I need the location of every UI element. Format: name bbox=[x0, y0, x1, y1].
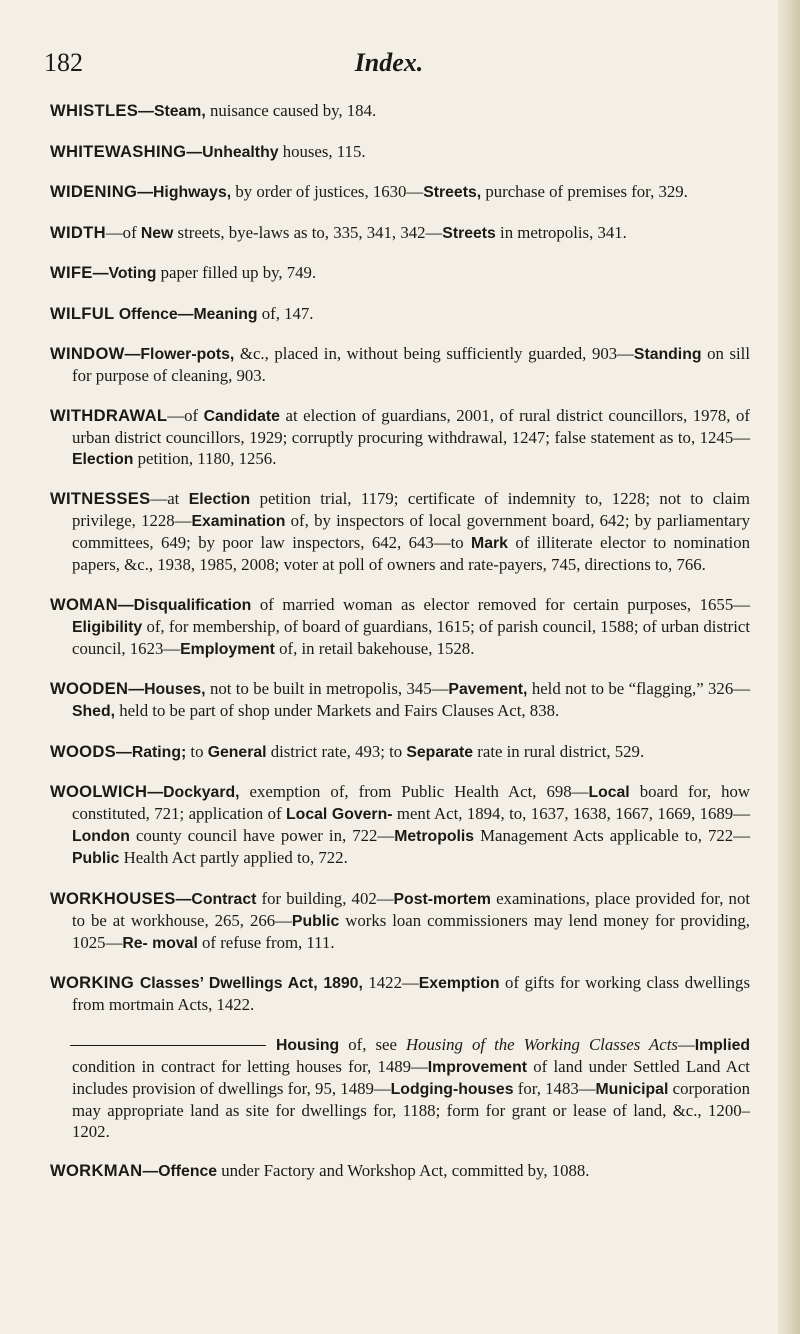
entry-headword: WORKMAN bbox=[50, 1161, 143, 1180]
entry-headword: WOOLWICH bbox=[50, 782, 148, 801]
entry-subheading: Shed, bbox=[72, 703, 116, 720]
entry-subheading: Eligibility bbox=[72, 618, 143, 636]
entry-text: —of bbox=[105, 222, 141, 242]
entry-text: county council have power in, 722— bbox=[129, 826, 395, 845]
entry-subheading: Pavement, bbox=[448, 681, 528, 698]
entry-text: Management Acts applicable to, 722— bbox=[474, 826, 750, 845]
entry-text: houses, 115. bbox=[278, 141, 366, 161]
index-entry bbox=[50, 1034, 750, 1142]
index-entry bbox=[50, 594, 750, 660]
entry-text: by order of justices, 1630— bbox=[231, 182, 424, 201]
entry-headword: WIDENING bbox=[50, 182, 138, 201]
entry-subheading: —Flower-pots, bbox=[124, 346, 235, 363]
entry-text: —of bbox=[167, 405, 204, 425]
entry-text: exemption of, from Public Health Act, 698— bbox=[239, 782, 589, 801]
index-entry bbox=[50, 972, 750, 1015]
entry-subheading: —Highways, bbox=[137, 184, 232, 201]
entry-text: on sill for purpose of cleaning, 903. bbox=[72, 344, 750, 385]
ditto-rule bbox=[70, 1045, 266, 1046]
entry-subheading: Streets, bbox=[423, 184, 482, 201]
page-header bbox=[44, 48, 734, 88]
index-entry bbox=[50, 488, 750, 575]
entry-text: at election of guardians, 2001, of rural district councillors, 1978, of urban district councillors, 1929; corruptly procuring withdrawal, 1247; false statement as to, 1245— bbox=[72, 405, 750, 447]
entry-subheading: —Voting bbox=[92, 265, 157, 282]
entry-subheading: General bbox=[207, 743, 267, 761]
entry-text: rate in rural district, 529. bbox=[473, 741, 645, 761]
page-number: 182 bbox=[44, 48, 83, 77]
entry-subheading: Implied bbox=[694, 1036, 751, 1054]
entry-headword: WHITEWASHING bbox=[50, 141, 187, 161]
running-title: Index. bbox=[354, 48, 424, 77]
entry-headword: WITHDRAWAL bbox=[50, 405, 168, 425]
entry-cross-reference: Housing of the Working Classes Acts bbox=[406, 1034, 678, 1054]
index-entry bbox=[50, 303, 750, 325]
entry-text: held not to be “flagging,” 326— bbox=[527, 679, 750, 698]
entry-subheading: Improvement bbox=[427, 1058, 527, 1076]
entry-subheading: Post-mortem bbox=[393, 890, 491, 908]
entry-subheading: Offence—Meaning bbox=[114, 305, 258, 323]
entry-text: Health Act partly applied to, 722. bbox=[119, 848, 348, 867]
entry-subheading: Election bbox=[72, 450, 134, 468]
index-entry bbox=[50, 405, 750, 470]
entry-text: paper filled up by, 749. bbox=[156, 263, 317, 282]
entry-text: of, 147. bbox=[257, 303, 314, 323]
entry-headword: WOMAN bbox=[50, 594, 118, 614]
entry-subheading: —Contract bbox=[175, 890, 257, 908]
entry-headword: WIFE bbox=[50, 263, 93, 282]
entry-subheading: —Rating; bbox=[116, 743, 187, 761]
entry-text: of married woman as elector removed for certain purposes, 1655— bbox=[251, 594, 750, 614]
entry-subheading: Housing bbox=[276, 1036, 340, 1054]
entry-text: petition, 1180, 1256. bbox=[133, 448, 277, 468]
entry-subheading: Municipal bbox=[595, 1080, 669, 1098]
index-entry bbox=[50, 100, 750, 122]
entry-text: district rate, 493; to bbox=[266, 741, 407, 761]
index-entry bbox=[50, 741, 750, 763]
entry-text: board for, how constituted, 721; application of bbox=[72, 782, 750, 823]
index-entry bbox=[50, 888, 750, 954]
entry-headword: WIDTH bbox=[50, 222, 106, 242]
entry-text: — bbox=[677, 1034, 695, 1054]
entry-text: of, see bbox=[339, 1034, 407, 1054]
entry-text: to bbox=[186, 741, 208, 761]
entry-subheading: Employment bbox=[180, 640, 275, 658]
index-entry bbox=[50, 678, 750, 722]
entry-text: of illiterate elector to nomination papers, &c., 1938, 1985, 2008; voter at poll of owners and rate-payers, 745, directions to, 766. bbox=[72, 533, 750, 574]
entry-text: of, by inspectors of local government board, 642; by parliamentary committees, 649; by poor law inspectors, 642, 643—to bbox=[72, 511, 750, 552]
entry-text: examinations, place provided for, not to be at workhouse, 265, 266— bbox=[72, 888, 751, 930]
index-entry bbox=[50, 222, 750, 244]
entry-headword: WORKING bbox=[50, 973, 135, 992]
entry-subheading: London bbox=[72, 828, 130, 845]
entry-text: of, for membership, of board of guardians, 1615; of parish council, 1588; of urban district council, 1623— bbox=[72, 616, 750, 658]
entry-text: of, in retail bakehouse, 1528. bbox=[274, 638, 475, 658]
entry-headword: WHISTLES bbox=[50, 101, 139, 120]
entry-subheading: Local Govern- bbox=[286, 806, 393, 823]
entry-subheading: Metropolis bbox=[394, 828, 475, 845]
entry-headword: WORKHOUSES bbox=[50, 888, 176, 908]
index-entry bbox=[50, 781, 750, 869]
entry-subheading: Separate bbox=[406, 743, 474, 761]
entry-text: condition in contract for letting houses for, 1489— bbox=[72, 1056, 428, 1076]
entry-subheading: —Houses, bbox=[128, 681, 206, 698]
entry-text: of gifts for working class dwellings from mortmain Acts, 1422. bbox=[72, 973, 750, 1014]
entry-subheading: Exemption bbox=[418, 975, 500, 992]
entry-text: 1422— bbox=[362, 973, 419, 992]
entry-text: petition trial, 1179; certificate of indemnity to, 1228; not to claim privilege, 1228— bbox=[72, 489, 750, 530]
entry-subheading: Election bbox=[188, 491, 251, 508]
entry-text: of refuse from, 111. bbox=[197, 932, 335, 952]
entry-subheading: Examination bbox=[191, 513, 286, 530]
entry-text: ment Act, 1894, to, 1637, 1638, 1667, 1669, 1689— bbox=[392, 804, 750, 823]
entry-subheading: New bbox=[140, 224, 174, 242]
entry-text: not to be built in metropolis, 345— bbox=[205, 679, 449, 698]
entry-text: works loan commissioners may lend money for providing, 1025— bbox=[72, 910, 750, 952]
entry-text: &c., placed in, without being sufficiently guarded, 903— bbox=[234, 344, 634, 363]
entry-text: purchase of premises for, 329. bbox=[481, 182, 688, 201]
entry-subheading: —Offence bbox=[142, 1163, 218, 1180]
entry-subheading: Classes’ Dwellings Act, 1890, bbox=[134, 975, 363, 992]
entry-subheading: Re- moval bbox=[122, 934, 198, 952]
entry-text: held to be part of shop under Markets and Fairs Clauses Act, 838. bbox=[115, 701, 560, 720]
entry-subheading: Lodging-houses bbox=[390, 1080, 514, 1098]
index-entry bbox=[50, 141, 750, 163]
entry-headword: WOODS bbox=[50, 741, 117, 761]
entry-subheading: Candidate bbox=[203, 407, 280, 425]
entry-headword: WINDOW bbox=[50, 344, 125, 363]
entry-subheading: Streets bbox=[442, 224, 496, 242]
entry-text: —at bbox=[150, 489, 189, 508]
entry-subheading: Public bbox=[291, 912, 340, 930]
entry-text: for building, 402— bbox=[256, 888, 394, 908]
entry-subheading: —Dockyard, bbox=[147, 784, 240, 801]
index-entry bbox=[50, 181, 750, 203]
index-entry bbox=[50, 262, 750, 284]
entry-text: under Factory and Workshop Act, committed by, 1088. bbox=[217, 1161, 590, 1180]
entry-subheading: Local bbox=[588, 784, 630, 801]
index-entries bbox=[50, 100, 750, 1201]
entry-text: corporation may appropriate land as site for dwellings for, 1188; form for grant or lease of land, &c., 1200–1202. bbox=[72, 1078, 751, 1141]
entry-text: in metropolis, 341. bbox=[495, 222, 627, 242]
entry-headword: WOODEN bbox=[50, 679, 129, 698]
entry-headword: WITNESSES bbox=[50, 489, 151, 508]
entry-subheading: —Steam, bbox=[138, 103, 206, 120]
entry-subheading: —Unhealthy bbox=[186, 143, 279, 161]
entry-subheading: Public bbox=[72, 850, 120, 867]
entry-headword: WILFUL bbox=[50, 303, 115, 323]
entry-text: of land under Settled Land Act includes provision of dwellings for, 95, 1489— bbox=[72, 1056, 750, 1098]
entry-text: for, 1483— bbox=[513, 1078, 596, 1098]
entry-text: streets, bye-laws as to, 335, 341, 342— bbox=[173, 222, 443, 242]
index-entry bbox=[50, 1160, 750, 1182]
entry-text: nuisance caused by, 184. bbox=[205, 101, 377, 120]
entry-subheading: Standing bbox=[633, 346, 702, 363]
index-entry bbox=[50, 343, 750, 386]
page-edge-shadow bbox=[778, 0, 800, 1334]
entry-subheading: —Disqualification bbox=[117, 596, 252, 614]
entry-subheading: Mark bbox=[471, 535, 508, 552]
